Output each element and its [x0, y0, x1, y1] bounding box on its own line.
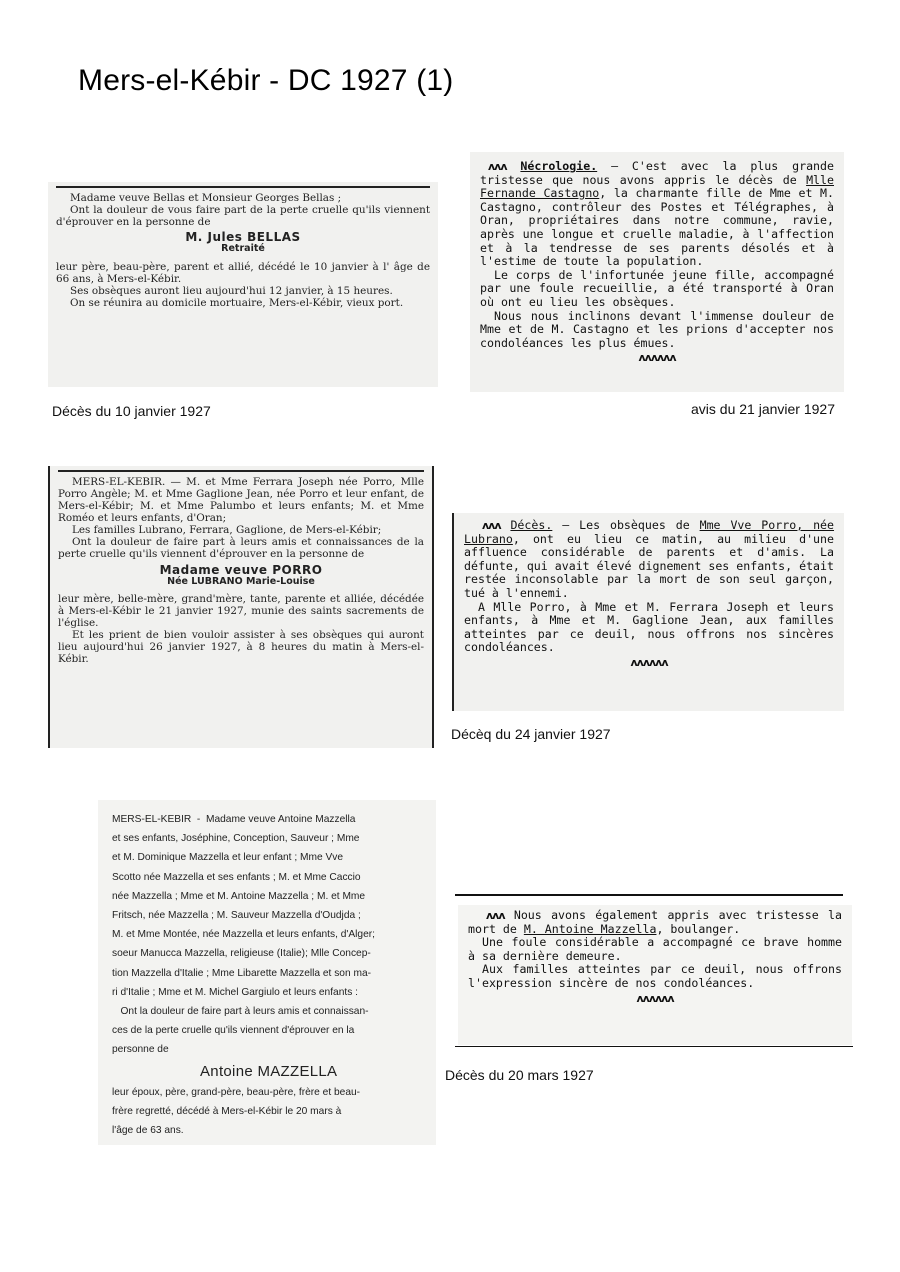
clip1-line3: leur père, beau-père, parent et allié, décédé le 10 janvier à l' âge de 66 ans, à Mers-el-Kébir.	[56, 261, 430, 285]
clipping-mazzella-faire-part	[98, 800, 436, 1145]
clip5-lines	[112, 810, 422, 1060]
clip5-line: Fritsch, née Mazzella ; M. Sauveur Mazzella d'Oudjda ;	[112, 910, 361, 922]
page-title: Mers-el-Kébir - DC 1927 (1)	[78, 64, 454, 97]
clip4-name: Mme Vve Porro, née Lubrano	[464, 518, 835, 546]
clip5-line: et M. Dominique Mazzella et leur enfant ; Mme Vve	[112, 852, 344, 864]
clip3-maiden-name: Née LUBRANO Marie-Louise	[167, 576, 315, 587]
clip4-heading: Décès.	[510, 518, 553, 532]
top-rule	[58, 470, 424, 472]
caption-deces-20-mars: Décès du 20 mars 1927	[445, 1067, 594, 1083]
clip5-line: tion Mazzella d'Italie ; Mme Libarette Mazzella et son ma-	[112, 967, 372, 979]
clip4-ornament: ʌʌʌ	[482, 519, 501, 532]
clip1-line2: Ont la douleur de vous faire part de la perte cruelle qu'ils viennent d'éprouver en la personne de	[56, 204, 430, 228]
clip2-p3: Nous nous inclinons devant l'immense douleur de Mme et de M. Castagno et les prions d'accepter nos condoléances les plus émues.	[480, 308, 834, 350]
clip3-p3: Ont la douleur de faire part à leurs amis et connaissances de la perte cruelle qu'ils viennent d'éprouver en la personne de	[58, 536, 424, 560]
clip5-deceased-name: Antoine MAZZELLA	[200, 1062, 338, 1080]
clip5-line: Ont la douleur de faire part à leurs amis et connaissan-	[112, 1006, 369, 1018]
clip5-after	[112, 1083, 422, 1141]
clipping-mazzella-notice	[458, 905, 852, 1045]
clip5-line: et ses enfants, Joséphine, Conception, Sauveur ; Mme	[112, 833, 360, 845]
clip6-p1a: Nous avons également appris avec tristesse la mort de	[468, 908, 842, 936]
clip5-after-line: leur époux, père, grand-père, beau-père, frère et beau-	[112, 1086, 361, 1098]
clip3-p2: Les familles Lubrano, Ferrara, Gaglione, de Mers-el-Kébir;	[72, 524, 382, 536]
clip2-heading: Nécrologie.	[520, 159, 598, 173]
clip1-line1: Madame veuve Bellas et Monsieur Georges Bellas ;	[70, 192, 342, 204]
top-rule	[56, 186, 430, 188]
clip6-p3: Aux familles atteintes par ce deuil, nous offrons l'expression sincère de nos condoléances.	[468, 962, 842, 990]
clipping-bellas	[48, 182, 438, 387]
clip3-deceased-name: Madame veuve PORRO	[159, 563, 323, 577]
clip5-line: MERS-EL-KEBIR - Madame veuve Antoine Mazzella	[112, 814, 356, 825]
clip6-top-rule	[455, 894, 843, 896]
clip2-ornament: ʌʌʌ	[488, 160, 507, 173]
caption-avis-21-janvier: avis du 21 janvier 1927	[691, 401, 835, 417]
clip3-p5: Et les prient de bien vouloir assister à ses obsèques qui auront lieu aujourd'hui 26 janvier 1927, à 8 heures du matin à Mers-el-Kébir.	[58, 629, 424, 665]
clip4-p1a: — Les obsèques de	[552, 518, 700, 532]
clip6-end-ornament: ʌʌʌʌʌʌ	[636, 991, 674, 1005]
clip1-line5: On se réunira au domicile mortuaire, Mers-el-Kébir, vieux port.	[70, 297, 404, 309]
clip2-name: Mlle Fernande Castagno	[480, 172, 834, 201]
clip5-line: ri d'Italie ; Mme et M. Michel Gargiulo et leurs enfants :	[112, 986, 358, 998]
clip6-p2: Une foule considérable a accompagné ce brave homme à sa dernière demeure.	[468, 935, 842, 963]
clipping-porro-faire-part	[48, 466, 434, 748]
caption-deces-10-janvier: Décès du 10 janvier 1927	[52, 403, 211, 419]
clip5-line: M. et Mme Montée, née Mazzella et leurs enfants, d'Alger;	[112, 929, 375, 941]
clip6-name: M. Antoine Mazzella	[523, 921, 657, 936]
clip3-p1: MERS-EL-KEBIR. — M. et Mme Ferrara Joseph née Porro, Mlle Porro Angèle; M. et Mme Gaglione Jean, née Porro et leur enfant, de Mers-el-Kébir; M. et Mme Palumbo et leurs enfants; M. et Mme Roméo et leurs enfants, d'Oran;	[58, 476, 424, 524]
clip3-p4: leur mère, belle-mère, grand'mère, tante, parente et alliée, décédée à Mers-el-Kébir le 21 janvier 1927, munie des saints sacrements de l'église.	[58, 593, 424, 629]
clipping-necrologie-castagno	[470, 152, 844, 392]
clip6-ornament: ʌʌʌ	[486, 909, 505, 922]
clip6-p1b: , boulanger.	[656, 921, 741, 936]
clip1-role: Retraité	[221, 243, 265, 254]
clip2-end-ornament: ʌʌʌʌʌʌ	[638, 351, 676, 365]
caption-deces-24-janvier: Décèq du 24 janvier 1927	[451, 726, 611, 742]
clip5-line: Scotto née Mazzella et ses enfants ; M. et Mme Caccio	[112, 871, 361, 883]
clip4-end-ornament: ʌʌʌʌʌʌ	[630, 655, 668, 669]
clip1-line4: Ses obsèques auront lieu aujourd'hui 12 janvier, à 15 heures.	[70, 285, 393, 297]
clip5-line: personne de	[112, 1044, 169, 1056]
clip6-bottom-rule	[455, 1046, 853, 1047]
clipping-deces-porro	[452, 513, 844, 711]
clip5-after-line: l'âge de 63 ans.	[112, 1125, 184, 1137]
clip5-line: soeur Manucca Mazzella, religieuse (Italie); Mlle Concep-	[112, 948, 371, 960]
clip2-p2: Le corps de l'infortunée jeune fille, accompagné par une foule recueillie, a été transporté à Oran où ont eu lieu les obsèques.	[480, 267, 834, 309]
clip4-p2: A Mlle Porro, à Mme et M. Ferrara Joseph et leurs enfants, à Mme et M. Gaglione Jean, aux familles atteintes par ce deuil, nous offrons nos sincères condoléances.	[464, 599, 834, 655]
clip5-line: ces de la perte cruelle qu'ils viennent d'éprouver en la	[112, 1025, 355, 1037]
clip4-p1b: , ont eu lieu ce matin, au milieu d'une affluence considérable de parents et d'amis. La défunte, qui avait élevé dignement ses enfants, était restée inconsolable par la mort de son seul garçon, tué à l'ennemi.	[464, 531, 834, 600]
clip2-p1a: — C'est avec la plus grande tristesse que nous avons appris le décès de	[480, 159, 834, 187]
clip5-after-line: frère regretté, décédé à Mers-el-Kébir le 20 mars à	[112, 1106, 342, 1118]
clip2-p1b: , la charmante fille de Mme et M. Castagno, contrôleur des Postes et Télégraphes, à Oran, propriétaires dans notre commune, ravie, après une longue et cruelle maladie, à l'affection et à la tendresse de ses parents désolés et à l'estime de toute la population.	[480, 186, 834, 269]
clip1-deceased-name: M. Jules BELLAS	[185, 230, 301, 244]
clip5-line: née Mazzella ; Mme et M. Antoine Mazzella ; M. et Mme	[112, 890, 366, 902]
